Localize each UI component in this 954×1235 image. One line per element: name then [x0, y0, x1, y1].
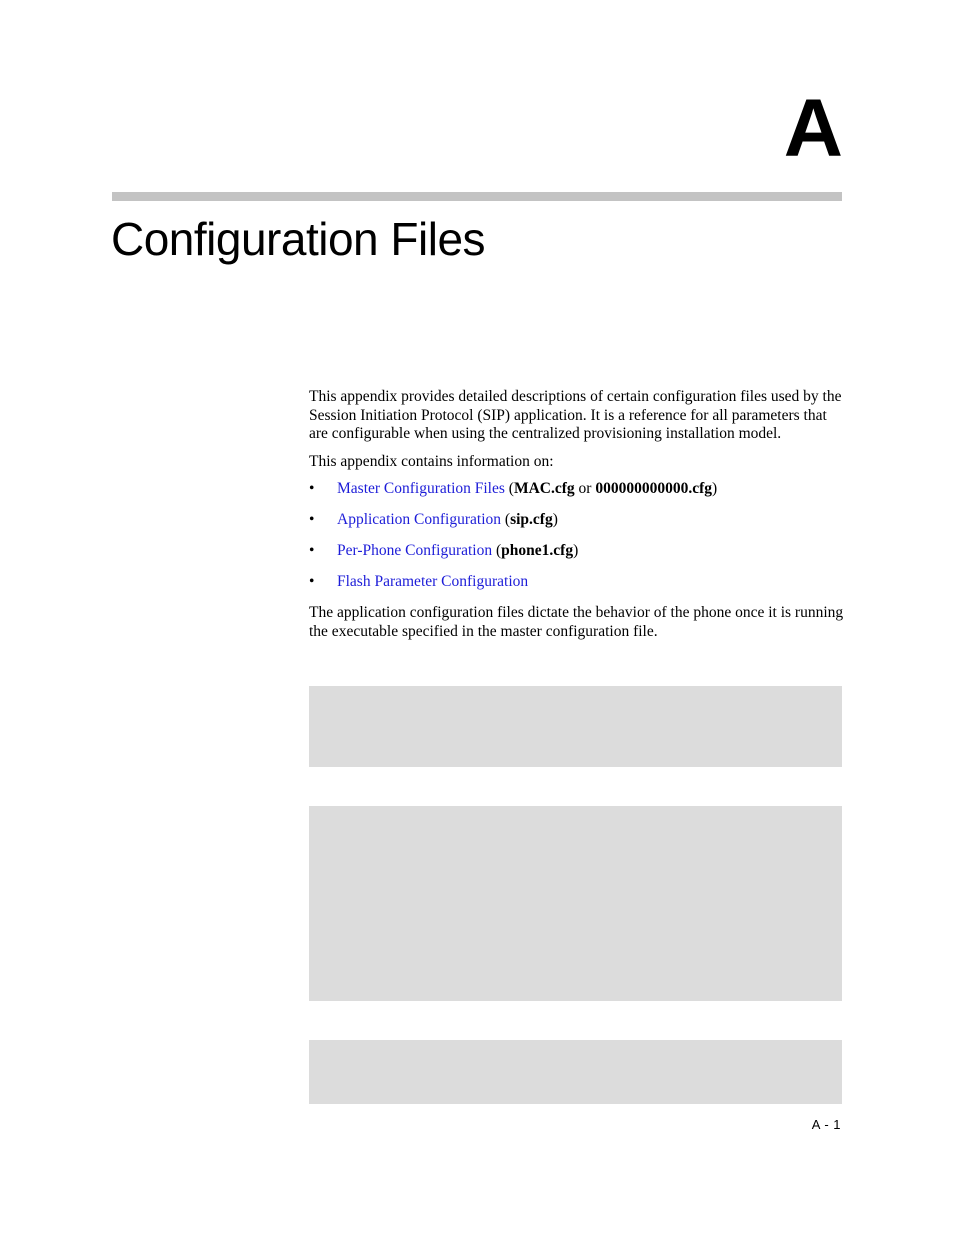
paren-open: ( — [492, 542, 502, 560]
link-per-phone-configuration[interactable]: Per-Phone Configuration — [337, 542, 493, 560]
page-number: A - 1 — [811, 1117, 841, 1132]
bullet-icon: • — [309, 573, 315, 591]
appendix-letter: A — [783, 83, 843, 174]
list-item — [309, 573, 844, 604]
note-box — [309, 686, 842, 767]
main-content — [309, 388, 844, 651]
paren-close: ) — [552, 511, 558, 529]
note-box — [309, 1040, 842, 1104]
contains-lead-paragraph: This appendix contains information on: — [309, 452, 554, 470]
bullet-icon: • — [309, 542, 315, 560]
file-name-default-cfg: 000000000000.cfg — [595, 480, 712, 498]
file-name-phone1-cfg: phone1.cfg — [501, 542, 574, 560]
list-item — [309, 542, 844, 573]
page-title: Configuration Files — [111, 213, 486, 265]
paren-open: ( — [504, 480, 514, 498]
link-application-configuration[interactable]: Application Configuration — [337, 511, 502, 529]
link-master-configuration-files[interactable]: Master Configuration Files — [337, 480, 505, 498]
file-name-sip-cfg: sip.cfg — [510, 511, 553, 529]
bullet-icon: • — [309, 480, 315, 498]
link-flash-parameter-configuration[interactable]: Flash Parameter Configuration — [337, 573, 529, 591]
paren-close: ) — [573, 542, 579, 560]
note-box — [309, 806, 842, 1001]
paren-open: ( — [501, 511, 511, 529]
separator-text: or — [574, 480, 596, 498]
topic-list — [309, 480, 844, 604]
closing-paragraph: The application configuration files dictate the behavior of the phone once it is running the executable specified in the master configuration file. — [309, 604, 844, 640]
bullet-icon: • — [309, 511, 315, 529]
list-item — [309, 511, 844, 542]
paren-close: ) — [711, 480, 718, 498]
list-item — [309, 480, 844, 511]
title-rule — [112, 192, 842, 201]
file-name-mac-cfg: MAC.cfg — [513, 480, 575, 498]
intro-paragraph: This appendix provides detailed descriptions of certain configuration files used by the Session Initiation Protocol (SIP) application. It is a reference for all parameters that are configurable when using the centralized provisioning installation model. — [309, 388, 842, 443]
